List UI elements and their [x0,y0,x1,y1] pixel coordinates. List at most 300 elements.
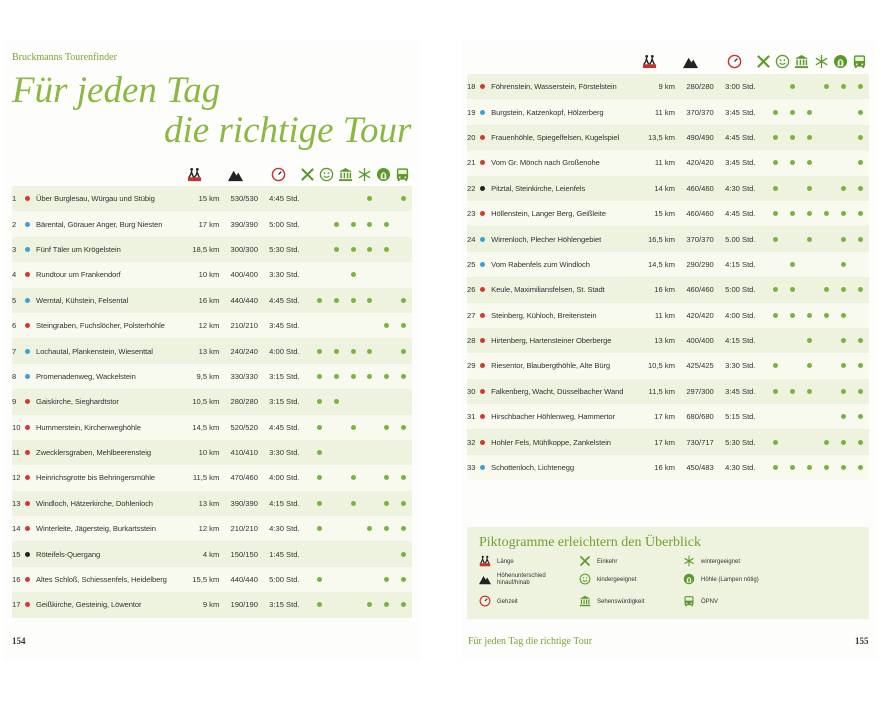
tour-row[interactable] [12,338,412,363]
feature-hoehle-cell [835,429,852,454]
feature-winter-cell [818,328,835,353]
tour-row[interactable] [467,455,869,480]
feature-dot [790,287,795,292]
feature-dot [807,363,812,368]
tour-name: Riesentor, Blaubergthöhle, Alte Bürg [491,361,610,371]
page-title-line2: die richtige Tour [164,110,412,151]
tour-row[interactable] [467,176,869,201]
feature-dot [384,374,389,379]
feature-dot [807,465,812,470]
legend-label: Sehenswürdigkeit [597,599,645,605]
feature-kinder-cell [784,303,801,328]
tour-row[interactable] [467,74,869,99]
feature-dot [824,440,829,445]
tour-length: 13 km [198,498,220,508]
feature-dot [790,110,795,115]
tour-row[interactable] [467,201,869,226]
feature-kinder-cell [784,99,801,124]
tour-row[interactable] [467,150,869,175]
tour-table-right [467,74,869,480]
tour-elevation: 460/460 [686,209,714,219]
feature-einkehr-cell [767,379,784,404]
difficulty-dot-cell [25,313,36,338]
feature-dot [773,389,778,394]
legend-label: Gehzeit [497,599,518,605]
feature-sehens-cell [345,440,362,465]
feature-dot [351,222,356,227]
tour-time: 5:30 Std. [269,244,300,254]
tour-row[interactable] [12,186,412,211]
feature-dot [807,135,812,140]
fork-knife-icon [755,53,771,69]
feature-sehens-cell [345,186,362,211]
cave-icon [832,53,848,69]
feature-oepnv-cell [852,328,869,353]
tour-name: Werntal, Kühstein, Felsental [36,295,129,305]
tour-row[interactable] [467,277,869,302]
feature-oepnv-cell [852,150,869,175]
feature-dot [773,363,778,368]
tour-row[interactable] [12,516,412,541]
tour-name: Windloch, Hätzerkirche, Dohlenloch [36,498,153,508]
tour-row[interactable] [12,288,412,313]
tour-elevation: 400/400 [230,270,258,280]
feature-dot [401,196,406,201]
tour-length: 15,5 km [192,575,220,585]
feature-hoehle-cell [835,404,852,429]
tour-time: 4:15 Std. [725,259,756,269]
feature-dot [790,262,795,267]
tour-number: 33 [467,463,476,473]
difficulty-dot-cell [25,541,36,566]
feature-dot [401,298,406,303]
bus-icon [851,53,867,69]
tour-elevation: 730/717 [686,437,714,447]
tour-row[interactable] [12,237,412,262]
feature-hoehle-cell [835,252,852,277]
feature-kinder-cell [784,226,801,251]
difficulty-dot-cell [25,415,36,440]
feature-sehens-cell [801,277,818,302]
tour-time: 3:15 Std. [269,600,300,610]
difficulty-dot [25,349,30,354]
tour-row[interactable] [12,491,412,516]
tour-number: 11 [12,448,20,458]
tour-row[interactable] [467,226,869,251]
hiker-icon [186,166,202,182]
feature-einkehr-cell [767,404,784,429]
feature-hoehle-cell [835,303,852,328]
feature-kinder-cell [784,74,801,99]
feature-dot [841,389,846,394]
feature-kinder-cell [328,211,345,236]
feature-winter-cell [818,176,835,201]
tour-elevation: 150/150 [230,549,258,559]
feature-dot [384,475,389,480]
feature-winter-cell [361,567,378,592]
tour-number: 30 [467,386,476,396]
feature-dot [790,465,795,470]
difficulty-dot [25,247,30,252]
tour-row[interactable] [12,541,412,566]
tour-time: 5:00 Std. [269,575,300,585]
feature-oepnv-cell [852,201,869,226]
feature-sehens-cell [345,338,362,363]
feature-einkehr-cell [767,201,784,226]
difficulty-dot-cell [480,379,491,404]
feature-einkehr-cell [311,313,328,338]
feature-oepnv-cell [395,465,412,490]
feature-hoehle-cell [378,465,395,490]
feature-dot [334,247,339,252]
tour-elevation: 520/520 [230,422,258,432]
feature-dot [773,440,778,445]
feature-sehens-cell [801,353,818,378]
tour-row[interactable] [467,252,869,277]
feature-dot [334,374,339,379]
feature-hoehle-cell [378,440,395,465]
tour-name: Winterleite, Jägersteig, Burkartsstein [36,524,156,534]
feature-hoehle-cell [378,541,395,566]
tour-elevation: 210/210 [230,524,258,534]
tour-row[interactable] [12,262,412,287]
tour-length: 16 km [654,463,675,473]
tour-row[interactable] [467,404,869,429]
feature-hoehle-cell [378,567,395,592]
difficulty-dot-cell [480,277,491,302]
difficulty-dot-cell [480,252,491,277]
difficulty-dot [480,313,485,318]
feature-oepnv-cell [395,592,412,617]
feature-winter-cell [361,491,378,516]
difficulty-dot-cell [25,338,36,363]
feature-dot [773,186,778,191]
legend-item [479,555,514,569]
feature-winter-cell [818,455,835,480]
feature-winter-cell [361,288,378,313]
feature-einkehr-cell [767,74,784,99]
difficulty-dot [480,211,485,216]
feature-dot [790,135,795,140]
feature-sehens-cell [345,592,362,617]
feature-dot [384,526,389,531]
feature-dot [841,287,846,292]
tour-time: 3:30 Std. [269,448,300,458]
monument-icon [579,595,597,609]
tour-time: 4:15 Std. [269,498,300,508]
tour-length: 16 km [198,295,220,305]
difficulty-dot-cell [25,440,36,465]
tour-row[interactable] [12,465,412,490]
feature-oepnv-cell [852,125,869,150]
tour-number: 28 [467,336,476,346]
tour-row[interactable] [467,125,869,150]
tour-time: 4:45 Std. [269,295,300,305]
tour-row[interactable] [12,440,412,465]
feature-sehens-cell [345,491,362,516]
feature-dot [841,440,846,445]
feature-winter-cell [818,277,835,302]
column-icons-right [0,53,881,71]
feature-dot [858,465,863,470]
tour-name: Höllenstein, Langer Berg, Geißleite [491,209,606,219]
feature-kinder-cell [328,465,345,490]
difficulty-dot [480,414,485,419]
tour-number: 13 [12,498,21,508]
difficulty-dot [480,363,485,368]
difficulty-dot [480,465,485,470]
tour-time: 3:45 Std. [725,158,756,168]
feature-sehens-cell [801,429,818,454]
feature-winter-cell [361,237,378,262]
feature-sehens-cell [801,328,818,353]
tour-elevation: 420/420 [686,310,714,320]
difficulty-dot [25,577,30,582]
feature-dot [807,211,812,216]
feature-dot [773,237,778,242]
tour-number: 16 [12,575,21,585]
feature-einkehr-cell [767,252,784,277]
difficulty-dot-cell [25,592,36,617]
feature-dot [807,160,812,165]
page-number-left: 154 [12,636,26,646]
tour-name: Fünf Täler um Krögelstein [36,244,121,254]
tour-row[interactable] [467,353,869,378]
difficulty-dot-cell [480,303,491,328]
feature-dot [858,363,863,368]
feature-kinder-cell [328,313,345,338]
tour-time: 4:45 Std. [269,422,300,432]
clock-icon [726,53,742,69]
tour-elevation: 410/410 [230,448,258,458]
tour-name: Wirrenloch, Plecher Höhlengebiet [491,234,602,244]
feature-einkehr-cell [767,303,784,328]
feature-winter-cell [818,99,835,124]
tour-number: 23 [467,209,476,219]
tour-length: 11 km [654,310,675,320]
feature-oepnv-cell [395,516,412,541]
difficulty-dot-cell [25,288,36,313]
legend-item [479,573,546,587]
difficulty-dot-cell [480,74,491,99]
feature-oepnv-cell [395,440,412,465]
tour-row[interactable] [467,328,869,353]
tour-name: Rundtour um Frankendorf [36,270,121,280]
tour-row[interactable] [12,592,412,617]
tour-row[interactable] [12,364,412,389]
tour-length: 17 km [198,219,220,229]
feature-dot [824,287,829,292]
feature-kinder-cell [328,237,345,262]
tour-elevation: 280/280 [686,82,714,92]
feature-dot [317,475,322,480]
smiley-icon [318,166,334,182]
tour-name: Über Burglesau, Würgau und Stübig [36,194,155,204]
tour-row[interactable] [12,415,412,440]
feature-winter-cell [361,389,378,414]
feature-einkehr-cell [767,429,784,454]
feature-hoehle-cell [835,353,852,378]
feature-dot [790,160,795,165]
feature-dot [351,272,356,277]
feature-dot [807,237,812,242]
tour-length: 9,5 km [196,371,220,381]
tour-elevation: 390/390 [230,498,258,508]
tour-time: 3:45 Std. [269,321,300,331]
feature-einkehr-cell [311,211,328,236]
tour-length: 12 km [198,524,220,534]
feature-sehens-cell [345,389,362,414]
difficulty-dot [480,237,485,242]
feature-sehens-cell [801,252,818,277]
monument-icon [793,53,809,69]
feature-dot [317,501,322,506]
tour-number: 8 [12,371,17,381]
feature-dot [351,298,356,303]
feature-hoehle-cell [835,74,852,99]
tour-name: Zwecklersgraben, Mehlbeerensteig [36,448,152,458]
feature-dot [773,465,778,470]
feature-einkehr-cell [311,389,328,414]
feature-dot [858,186,863,191]
feature-winter-cell [818,429,835,454]
feature-dot [824,84,829,89]
feature-oepnv-cell [852,252,869,277]
feature-dot [334,298,339,303]
feature-dot [367,247,372,252]
feature-sehens-cell [801,99,818,124]
difficulty-dot [25,602,30,607]
feature-dot [351,374,356,379]
feature-dot [367,349,372,354]
feature-oepnv-cell [395,415,412,440]
tour-elevation: 460/460 [686,285,714,295]
feature-kinder-cell [328,567,345,592]
tour-length: 12 km [198,321,220,331]
feature-dot [401,475,406,480]
feature-dot [841,84,846,89]
tour-length: 17 km [654,437,675,447]
tour-name: Steingraben, Fuchslöcher, Polsterhöhle [36,321,165,331]
tour-length: 11,5 km [192,473,220,483]
feature-hoehle-cell [835,150,852,175]
tour-elevation: 240/240 [230,346,258,356]
feature-oepnv-cell [395,567,412,592]
tour-elevation: 370/370 [686,234,714,244]
difficulty-dot [480,287,485,292]
legend-label: Länge [497,559,514,565]
feature-oepnv-cell [852,353,869,378]
tour-row[interactable] [467,303,869,328]
feature-kinder-cell [784,353,801,378]
difficulty-dot [25,323,30,328]
feature-dot [824,211,829,216]
tour-name: Keule, Maximiliansfelsen, St. Stadt [491,285,605,295]
legend-label: ÖPNV [701,599,719,605]
feature-dot [841,262,846,267]
legend-label: Einkehr [597,559,618,565]
feature-hoehle-cell [835,379,852,404]
feature-winter-cell [361,262,378,287]
tour-row[interactable] [467,429,869,454]
feature-einkehr-cell [311,262,328,287]
tour-length: 13 km [654,336,675,346]
feature-dot [790,211,795,216]
feature-hoehle-cell [378,415,395,440]
tour-row[interactable] [467,379,869,404]
feature-kinder-cell [328,415,345,440]
feature-kinder-cell [784,404,801,429]
difficulty-dot-cell [480,353,491,378]
feature-dot [858,110,863,115]
tour-length: 11,5 km [648,386,675,396]
tour-elevation: 300/300 [230,244,258,254]
feature-sehens-cell [345,415,362,440]
tour-name: Hummerstein, Kirchenweghöhle [36,422,141,432]
tour-time: 4:00 Std. [269,346,300,356]
tour-number: 22 [467,183,476,193]
tour-elevation: 400/400 [686,336,714,346]
feature-hoehle-cell [835,455,852,480]
tour-elevation: 420/420 [686,158,714,168]
tour-length: 4 km [202,549,220,559]
feature-hoehle-cell [378,389,395,414]
feature-hoehle-cell [378,313,395,338]
tour-row[interactable] [12,567,412,592]
tour-length: 16 km [654,285,675,295]
tour-row[interactable] [12,389,412,414]
feature-hoehle-cell [835,201,852,226]
tour-elevation: 490/490 [686,132,714,142]
feature-winter-cell [361,541,378,566]
feature-einkehr-cell [311,338,328,363]
feature-kinder-cell [328,592,345,617]
feature-sehens-cell [345,237,362,262]
feature-sehens-cell [801,125,818,150]
bus-icon [683,595,701,609]
feature-dot [858,135,863,140]
cave-icon [375,166,391,182]
feature-einkehr-cell [767,125,784,150]
tour-elevation: 440/440 [230,575,258,585]
tour-length: 11 km [654,107,675,117]
feature-einkehr-cell [767,99,784,124]
legend-label: kindergeeignet [597,577,637,583]
feature-dot [841,211,846,216]
feature-hoehle-cell [378,262,395,287]
feature-dot [401,526,406,531]
feature-dot [367,526,372,531]
difficulty-dot [480,160,485,165]
feature-oepnv-cell [395,262,412,287]
feature-dot [790,389,795,394]
tour-number: 27 [467,310,476,320]
feature-dot [858,160,863,165]
tour-row[interactable] [12,313,412,338]
feature-sehens-cell [345,465,362,490]
feature-kinder-cell [784,455,801,480]
feature-hoehle-cell [378,288,395,313]
feature-winter-cell [361,364,378,389]
feature-dot [384,425,389,430]
tour-row[interactable] [467,99,869,124]
tour-name: Burgstein, Katzenkopf, Hölzerberg [491,107,604,117]
tour-name: Föhrenstein, Wasserstein, Förstelstein [491,82,617,92]
feature-dot [824,313,829,318]
feature-sehens-cell [345,262,362,287]
tour-row[interactable] [12,211,412,236]
tour-number: 18 [467,82,476,92]
